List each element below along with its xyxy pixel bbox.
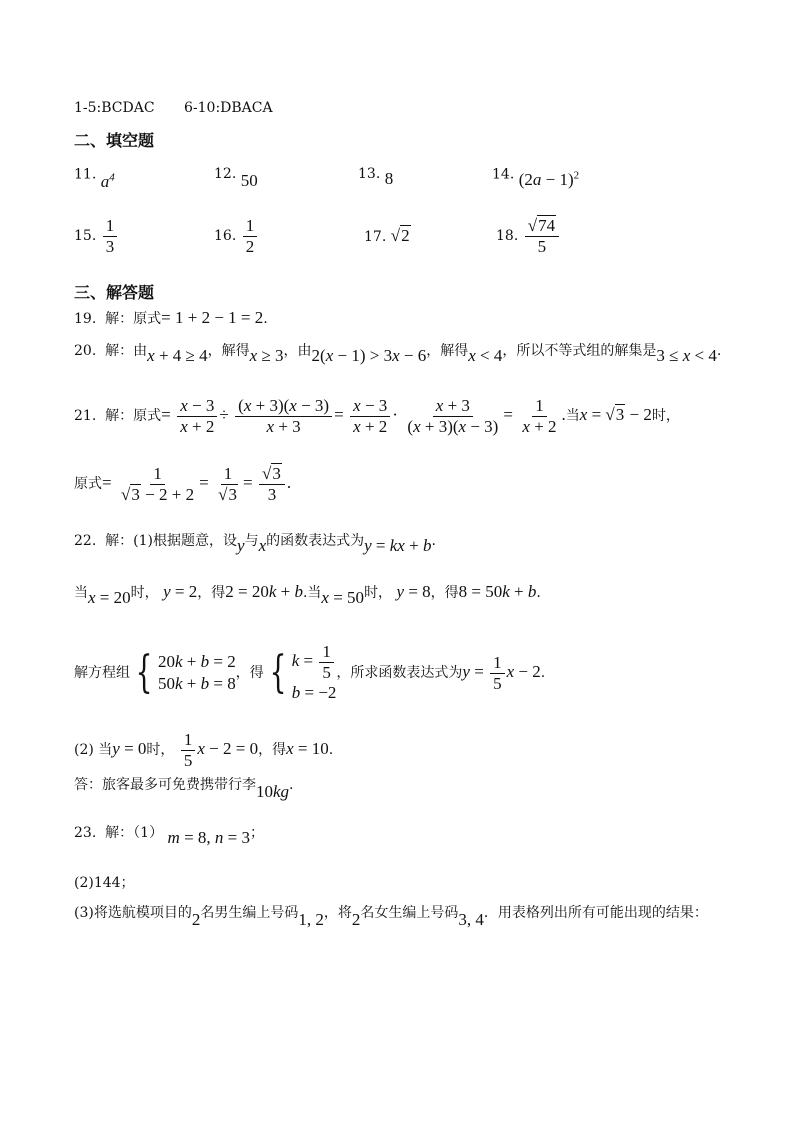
section-title-solve: 三、解答题 bbox=[74, 283, 155, 302]
section-title-fill: 二、填空题 bbox=[74, 131, 155, 150]
q23-part1: 23. 解：（1） m = 8, n = 3； bbox=[74, 825, 265, 847]
q22-line2: 当x = 20时， y = 2，得2 = 20k + b.当x = 50时， y = 8，得8 = 50k + b. bbox=[74, 582, 541, 607]
fill-q16: 16. $\frac{1}{2}$ bbox=[214, 216, 259, 256]
fill-q15: 15. $\frac{1}{3}$ bbox=[74, 216, 119, 256]
q20: 20. 解：由x + 4 ≥ 4，解得x ≥ 3，由2(x − 1) > 3x − 6，解得x < 4，所以不等式组的解集是3 ≤ x < 4. bbox=[74, 343, 722, 365]
fill-q18: 18. $\frac{√74}{5}$ bbox=[496, 216, 561, 256]
fill-q17: 17. √2 bbox=[364, 226, 410, 245]
q21-line2: 原式= $\frac{1}{√3 - 2 + 2}$ = $\frac{1}{√3}$ = $\frac{√3}{3}$ . bbox=[74, 464, 292, 504]
fill-q12: 12. 50 bbox=[214, 166, 258, 190]
q22-answer: 答：旅客最多可免费携带行李10kg. bbox=[74, 777, 294, 801]
fill-q14: 14. $(2a - 1)^2$ bbox=[492, 166, 580, 189]
mc-answers-1-5: 1-5:BCDAC bbox=[74, 100, 155, 116]
q22-line3: 解方程组 { 20k + b = 2 50k + b = 8 ，得 { k = $\frac{1}{5}$ b = −2 ，所求函数表达式为y = $\frac{1}{5}$ x − 2. bbox=[74, 642, 546, 703]
fill-q11: 11. $a^4$ bbox=[74, 166, 115, 191]
q22-line1: 22. 解：(1)根据题意，设y与x的函数表达式为y = kx + b. bbox=[74, 533, 436, 555]
q19: 19. 解：原式= 1 + 2 − 1 = 2. bbox=[74, 308, 268, 327]
q21-line1: 21. 解：原式= $\frac{x - 3}{x + 2}$ ÷ $\frac{(x + 3)(x - 3)}{x + 3}$ = $\frac{x - 3}{x + 2}$ · $\frac{x + 3}{(x + 3)(x - 3)}$ = $\frac{1}{x + 2}$ .当x = √3 − 2时， bbox=[74, 396, 680, 436]
fill-q13: 13. 8 bbox=[358, 166, 394, 188]
q22-part2: (2) 当y = 0时， $\frac{1}{5}$ x − 2 = 0，得x = 10. bbox=[74, 730, 334, 770]
mc-answers-6-10: 6-10:DBACA bbox=[184, 100, 273, 116]
q23-part2: (2)144； bbox=[74, 875, 135, 891]
q23-part3: (3)将选航模项目的2名男生编上号码1, 2，将2名女生编上号码3, 4．用表格列出所有可能出现的结果： bbox=[74, 905, 708, 929]
